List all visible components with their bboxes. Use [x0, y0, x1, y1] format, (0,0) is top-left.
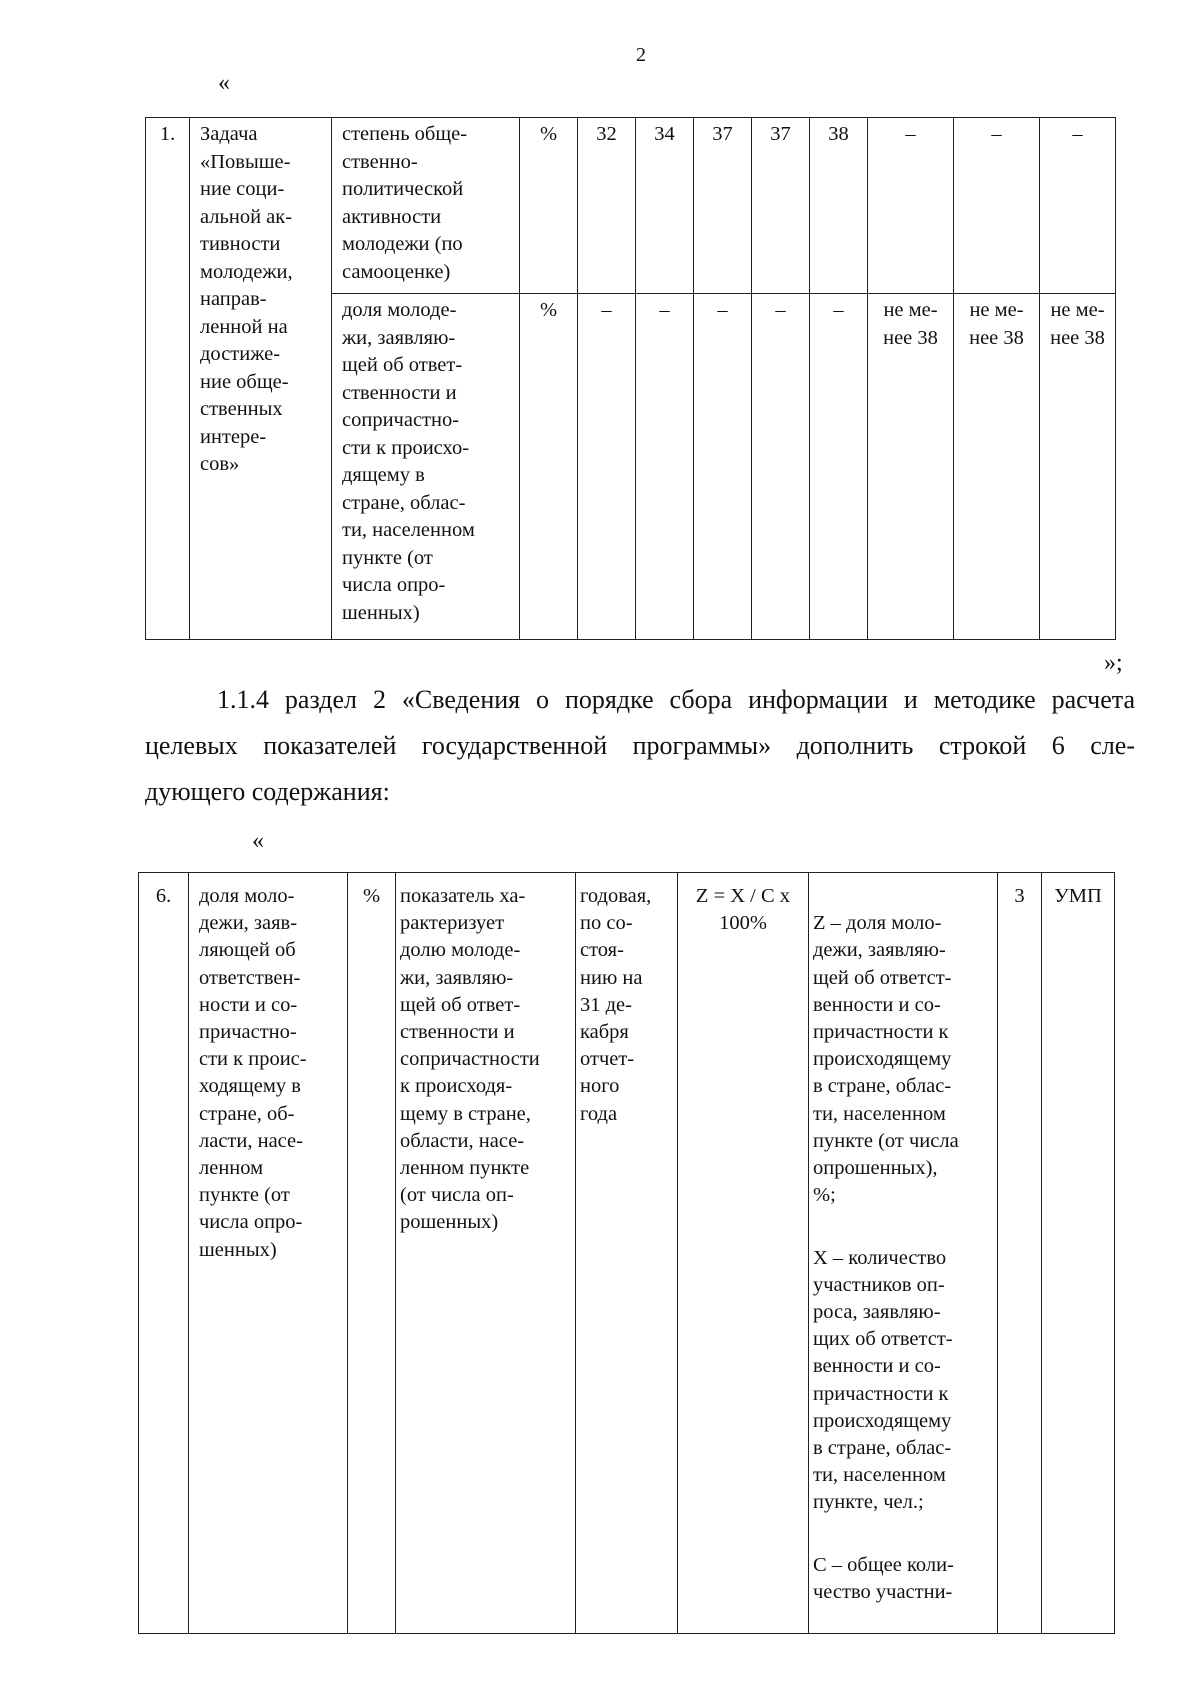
value-cell: 32 — [578, 118, 636, 294]
indicator-name: доля моло- дежи, заяв- ляющей об ответствен- ности и со- причастно- сти к проис- ходящему в стране, об- ласти, насе- ленном пункте (от числа опро- шенных) — [189, 873, 348, 1634]
value-cell: – — [578, 294, 636, 640]
closing-quote: »; — [1104, 650, 1123, 676]
value-cell: 37 — [752, 118, 810, 294]
unit: % — [520, 294, 578, 640]
opening-quote: « — [218, 70, 230, 96]
row-number: 6. — [139, 873, 189, 1634]
value-cell: – — [1040, 118, 1116, 294]
task-name: Задача «Повыше- ние соци- альной ак- тивности молодежи, направ- ленной на достиже- ние обще- ственных интере- сов» — [190, 118, 332, 640]
amendment-paragraph — [145, 677, 1135, 815]
opening-quote: « — [252, 828, 264, 854]
paragraph-line: 1.1.4 раздел 2 «Сведения о порядке сбора информации и методике расчета — [217, 685, 1135, 714]
indicator-name: степень обще- ственно- политической активности молодежи (по самооценке) — [332, 118, 520, 294]
value-cell: – — [954, 118, 1040, 294]
value-cell: – — [636, 294, 694, 640]
variable-definition: Z – доля моло- дежи, заявляю- щей об ответст- венности и со- причастности к происходящему в стране, облас- ти, населенном пункте (от числа опрошенных), %; — [813, 912, 959, 1207]
unit: % — [520, 118, 578, 294]
unit: % — [348, 873, 396, 1634]
periodicity: годовая, по со- стоя- нию на 31 де- кабря отчет- ного года — [576, 873, 678, 1634]
variable-definition: C – общее коли- чество участни- — [813, 1553, 954, 1604]
table-row — [146, 118, 1116, 294]
row-number: 1. — [146, 118, 190, 640]
responsible-body: УМП — [1042, 873, 1115, 1634]
value-cell: 37 — [694, 118, 752, 294]
value-cell: – — [868, 118, 954, 294]
value-cell: 38 — [810, 118, 868, 294]
paragraph-line: целевых показателей государственной программы» дополнить строкой 6 сле- — [145, 731, 1135, 760]
value-cell: – — [752, 294, 810, 640]
formula-variables — [809, 873, 998, 1634]
calculation-formula: Z = X / C x 100% — [678, 873, 809, 1634]
paragraph-line: дующего содержания: — [145, 777, 390, 806]
value-cell: не ме- нее 38 — [1040, 294, 1116, 640]
value-cell: не ме- нее 38 — [954, 294, 1040, 640]
indicator-name: доля молоде- жи, заявляю- щей об ответ- ственности и сопричастно- сти к происхо- дящему в стране, облас- ти, населенном пункте (от числа опро- шенных) — [332, 294, 520, 640]
variable-definition: X – количество участников оп- роса, заявляю- щих об ответст- венности и со- причастности к происходящему в стране, облас- ти, населенном пункте, чел.; — [813, 1246, 953, 1514]
value-cell: – — [810, 294, 868, 640]
table-row — [139, 873, 1115, 1634]
value-cell: не ме- нее 38 — [868, 294, 954, 640]
method-code: 3 — [998, 873, 1042, 1634]
targets-table — [145, 117, 1116, 640]
value-cell: – — [694, 294, 752, 640]
methodology-table — [138, 872, 1115, 1634]
value-cell: 34 — [636, 118, 694, 294]
page-number: 2 — [636, 44, 646, 66]
indicator-description: показатель ха- рактеризует долю молоде- жи, заявляю- щей об ответ- ственности и сопричастности к происходя- щему в стране, области, насе- ленном пункте (от числа оп- рошенных) — [396, 873, 576, 1634]
